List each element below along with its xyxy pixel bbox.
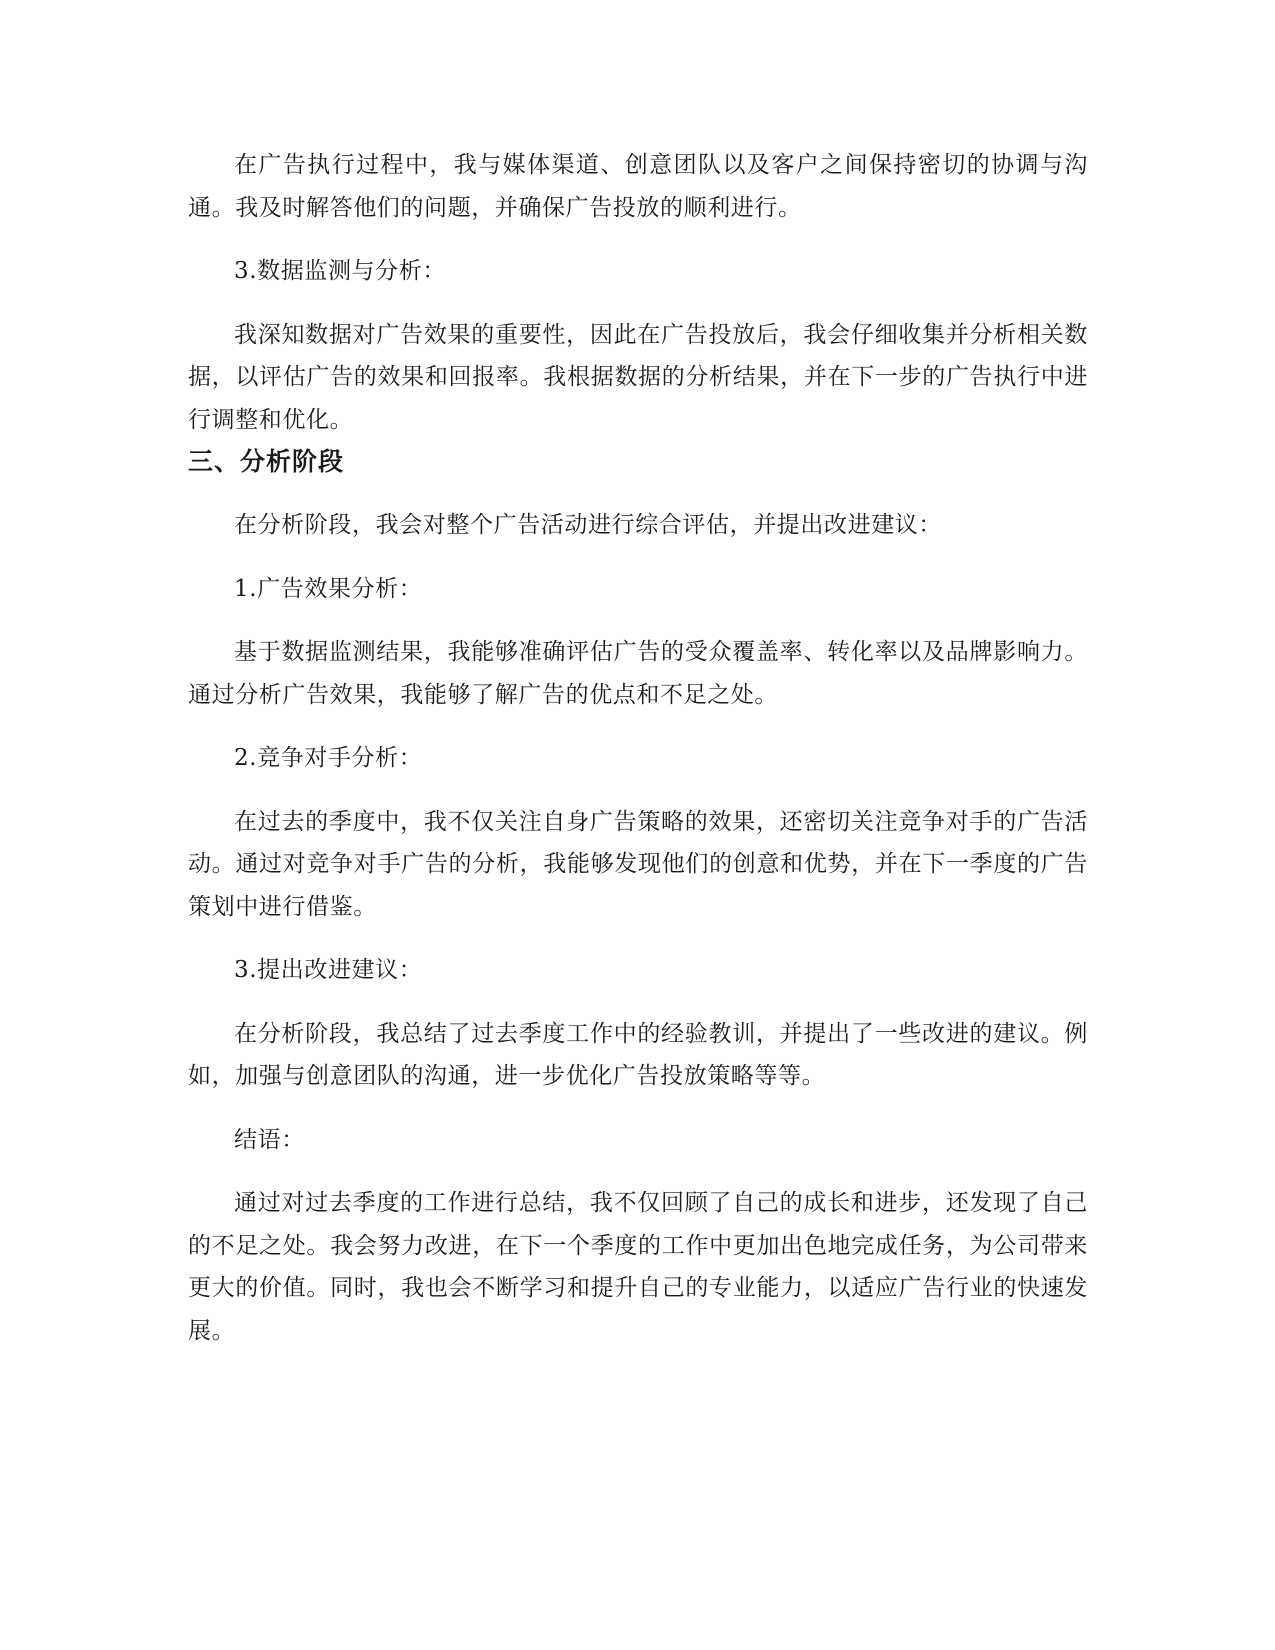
paragraph-competitor: 在过去的季度中，我不仅关注自身广告策略的效果，还密切关注竞争对手的广告活动。通过对竞争对手广告的分析，我能够发现他们的创意和优势，并在下一季度的广告策划中进行借鉴。 — [188, 808, 1088, 920]
document-body — [188, 144, 1088, 1352]
paragraph-improvement: 在分析阶段，我总结了过去季度工作中的经验教训，并提出了一些改进的建议。例如，加强与创意团队的沟通，进一步优化广告投放策略等等。 — [188, 1020, 1088, 1089]
subheading-competitor-analysis: 2.竞争对手分析： — [234, 745, 423, 771]
section-heading-analysis-stage: 三、分析阶段 — [188, 447, 345, 476]
paragraph-analysis-intro: 在分析阶段，我会对整个广告活动进行综合评估，并提出改进建议： — [234, 512, 942, 538]
subheading-data-monitoring: 3.数据监测与分析： — [234, 258, 446, 284]
paragraph-ad-effect: 基于数据监测结果，我能够准确评估广告的受众覆盖率、转化率以及品牌影响力。通过分析广告效果，我能够了解广告的优点和不足之处。 — [188, 639, 1088, 708]
paragraph-coordination: 在广告执行过程中，我与媒体渠道、创意团队以及客户之间保持密切的协调与沟通。我及时解答他们的问题，并确保广告投放的顺利进行。 — [188, 152, 1088, 221]
paragraph-conclusion: 通过对过去季度的工作进行总结，我不仅回顾了自己的成长和进步，还发现了自己的不足之处。我会努力改进，在下一个季度的工作中更加出色地完成任务，为公司带来更大的价值。同时，我也会不断学习和提升自己的专业能力，以适应广告行业的快速发展。 — [188, 1190, 1088, 1344]
subheading-conclusion: 结语： — [234, 1126, 305, 1153]
subheading-ad-effect-analysis: 1.广告效果分析： — [234, 575, 423, 602]
paragraph-data-analysis: 我深知数据对广告效果的重要性，因此在广告投放后，我会仔细收集并分析相关数据，以评估广告的效果和回报率。我根据数据的分析结果，并在下一步的广告执行中进行调整和优化。 — [188, 321, 1088, 433]
subheading-improvement-suggestions: 3.提出改进建议： — [234, 957, 423, 983]
